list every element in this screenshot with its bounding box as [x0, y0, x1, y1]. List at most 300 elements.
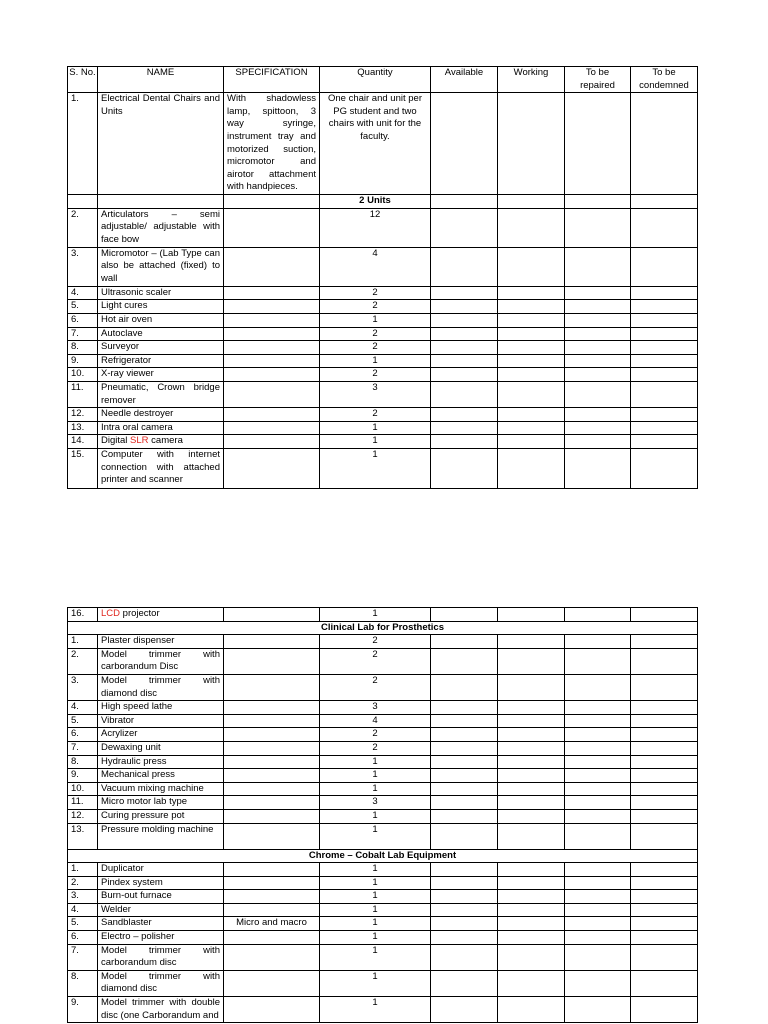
row-available	[431, 208, 498, 247]
table-row	[68, 648, 698, 674]
row-sno: 10.	[68, 782, 98, 796]
section-row	[68, 849, 698, 863]
row-available	[431, 701, 498, 715]
row-name: Model trimmer with diamond disc	[98, 970, 224, 996]
row-working	[498, 408, 565, 422]
row-quantity: 2	[320, 341, 431, 355]
row-working	[498, 917, 565, 931]
row-working	[498, 648, 565, 674]
row-to-be-condemned	[631, 701, 698, 715]
row-name: Acrylizer	[98, 728, 224, 742]
row-to-be-condemned	[631, 876, 698, 890]
row-name: Electro – polisher	[98, 931, 224, 945]
row-sno: 9.	[68, 769, 98, 783]
row-available	[431, 728, 498, 742]
row-to-be-repaired	[565, 741, 631, 755]
row-quantity: 1	[320, 903, 431, 917]
row-name: Electrical Dental Chairs and Units	[98, 93, 224, 195]
row-specification	[224, 809, 320, 823]
row-to-be-repaired	[565, 755, 631, 769]
row-to-be-repaired	[565, 903, 631, 917]
row-quantity: 1	[320, 608, 431, 622]
row-available	[431, 970, 498, 996]
row-to-be-condemned	[631, 635, 698, 649]
row-specification	[224, 354, 320, 368]
row-to-be-repaired	[565, 408, 631, 422]
table-row	[68, 313, 698, 327]
row-sno: 7.	[68, 944, 98, 970]
row-name: High speed lathe	[98, 701, 224, 715]
row-quantity: 2	[320, 286, 431, 300]
row-available	[431, 755, 498, 769]
row-name: Model trimmer with carborandum Disc	[98, 648, 224, 674]
table-row	[68, 823, 698, 849]
row-available	[431, 769, 498, 783]
row-working	[498, 354, 565, 368]
row-to-be-repaired	[565, 997, 631, 1023]
row-to-be-repaired	[565, 368, 631, 382]
row-to-be-condemned	[631, 944, 698, 970]
row-to-be-repaired	[565, 782, 631, 796]
row-name: Pindex system	[98, 876, 224, 890]
row-sno: 9.	[68, 354, 98, 368]
row-working	[498, 247, 565, 286]
row-working	[498, 674, 565, 700]
row-to-be-condemned	[631, 741, 698, 755]
row-to-be-condemned	[631, 782, 698, 796]
row-available	[431, 93, 498, 195]
row-specification	[224, 944, 320, 970]
row-working	[498, 823, 565, 849]
row-working	[498, 381, 565, 407]
table-row	[68, 944, 698, 970]
table-row	[68, 354, 698, 368]
row-working	[498, 769, 565, 783]
row-specification	[224, 728, 320, 742]
row-to-be-repaired	[565, 286, 631, 300]
row-specification	[224, 714, 320, 728]
header-to-be-repaired: To be repaired	[565, 67, 631, 93]
row-sno: 1.	[68, 863, 98, 877]
table-row	[68, 755, 698, 769]
row-to-be-condemned	[631, 970, 698, 996]
row-quantity: 2	[320, 327, 431, 341]
row-working	[498, 755, 565, 769]
row-quantity: 1	[320, 354, 431, 368]
row-to-be-repaired	[565, 970, 631, 996]
table-row	[68, 381, 698, 407]
row-available	[431, 714, 498, 728]
row-quantity: 2	[320, 635, 431, 649]
row-sno: 6.	[68, 313, 98, 327]
row-to-be-condemned	[631, 728, 698, 742]
row-sno: 4.	[68, 286, 98, 300]
row-working	[498, 327, 565, 341]
row-available	[431, 903, 498, 917]
row-working	[498, 741, 565, 755]
row-working	[498, 728, 565, 742]
table-row	[68, 782, 698, 796]
table-row	[68, 931, 698, 945]
section-title-prosthetics: Clinical Lab for Prosthetics	[68, 621, 698, 635]
row-available	[431, 381, 498, 407]
row-specification	[224, 997, 320, 1023]
row-sno: 2.	[68, 648, 98, 674]
row-name: Model trimmer with carborandum disc	[98, 944, 224, 970]
row-specification	[224, 247, 320, 286]
row-working	[498, 782, 565, 796]
row-quantity: 1	[320, 421, 431, 435]
row-to-be-repaired	[565, 635, 631, 649]
row-sno: 1.	[68, 635, 98, 649]
row-quantity: 2	[320, 728, 431, 742]
row-to-be-condemned	[631, 769, 698, 783]
row-specification	[224, 313, 320, 327]
row-name: Vibrator	[98, 714, 224, 728]
row-available	[431, 247, 498, 286]
row-quantity: 1	[320, 448, 431, 488]
row-name: Model trimmer with double disc (one Carborandum and	[98, 997, 224, 1023]
row-available	[431, 674, 498, 700]
row-available	[431, 931, 498, 945]
row-working	[498, 809, 565, 823]
row-name: Articulators – semi adjustable/ adjustable with face bow	[98, 208, 224, 247]
row-working	[498, 286, 565, 300]
table-row	[68, 608, 698, 622]
row-name-suffix: camera	[148, 435, 183, 447]
row-specification: With shadowless lamp, spittoon, 3 way syringe, instrument tray and motorized suction, micromotor and airotor attachment with handpieces.	[224, 93, 320, 195]
row-working	[498, 701, 565, 715]
row-to-be-repaired	[565, 917, 631, 931]
row-specification	[224, 876, 320, 890]
row-name: Pressure molding machine	[98, 823, 224, 849]
row-available	[431, 741, 498, 755]
row-working	[498, 300, 565, 314]
header-name: NAME	[98, 67, 224, 93]
row-sno: 16.	[68, 608, 98, 622]
row-to-be-condemned	[631, 208, 698, 247]
row-quantity: 1	[320, 917, 431, 931]
row-specification	[224, 327, 320, 341]
row-sno: 10.	[68, 368, 98, 382]
row-name: Computer with internet connection with attached printer and scanner	[98, 448, 224, 488]
row-quantity: 1	[320, 890, 431, 904]
row-quantity: 2	[320, 648, 431, 674]
row-name: Vacuum mixing machine	[98, 782, 224, 796]
row-specification	[224, 970, 320, 996]
row-quantity: 4	[320, 247, 431, 286]
header-working: Working	[498, 67, 565, 93]
row-available	[431, 876, 498, 890]
row-name: Sandblaster	[98, 917, 224, 931]
row-to-be-repaired	[565, 247, 631, 286]
row-available	[431, 635, 498, 649]
header-specification: SPECIFICATION	[224, 67, 320, 93]
header-available: Available	[431, 67, 498, 93]
row-to-be-condemned	[631, 931, 698, 945]
row-to-be-condemned	[631, 327, 698, 341]
row-to-be-repaired	[565, 208, 631, 247]
row-quantity: 1	[320, 997, 431, 1023]
row-sno: 13.	[68, 421, 98, 435]
row-specification	[224, 300, 320, 314]
row-working	[498, 997, 565, 1023]
row-to-be-condemned	[631, 997, 698, 1023]
row-specification	[224, 286, 320, 300]
row-specification	[224, 208, 320, 247]
row-available	[431, 944, 498, 970]
row-to-be-repaired	[565, 863, 631, 877]
table-row	[68, 368, 698, 382]
row-specification	[224, 421, 320, 435]
row-name: Model trimmer with diamond disc	[98, 674, 224, 700]
row-specification	[224, 903, 320, 917]
row-to-be-repaired	[565, 769, 631, 783]
row-name: Curing pressure pot	[98, 809, 224, 823]
row-name-highlight: LCD	[101, 608, 121, 619]
row-to-be-condemned	[631, 408, 698, 422]
row-to-be-condemned	[631, 354, 698, 368]
table-row	[68, 635, 698, 649]
row-sno: 15.	[68, 448, 98, 488]
row-to-be-condemned	[631, 714, 698, 728]
row-quantity: 2	[320, 674, 431, 700]
row-working	[498, 944, 565, 970]
table-row	[68, 208, 698, 247]
row-sno: 5.	[68, 714, 98, 728]
row-working	[498, 313, 565, 327]
row-to-be-repaired	[565, 381, 631, 407]
row-name: X-ray viewer	[98, 368, 224, 382]
row-specification	[224, 674, 320, 700]
row-to-be-condemned	[631, 341, 698, 355]
section-title-chrome-cobalt: Chrome – Cobalt Lab Equipment	[68, 849, 698, 863]
row-quantity: 1	[320, 755, 431, 769]
row-to-be-repaired	[565, 823, 631, 849]
table-row	[68, 997, 698, 1023]
table-row	[68, 863, 698, 877]
row-quantity: 1	[320, 863, 431, 877]
row-specification	[224, 381, 320, 407]
table-row	[68, 408, 698, 422]
row-quantity: 3	[320, 796, 431, 810]
table-row	[68, 741, 698, 755]
row-available	[431, 300, 498, 314]
table-row	[68, 327, 698, 341]
row-quantity: 1	[320, 823, 431, 849]
table-row	[68, 809, 698, 823]
row-quantity: 2	[320, 368, 431, 382]
row-sno: 13.	[68, 823, 98, 849]
row-available	[431, 648, 498, 674]
row-working	[498, 931, 565, 945]
row-sno: 4.	[68, 903, 98, 917]
row-sno: 3.	[68, 890, 98, 904]
row-specification	[224, 755, 320, 769]
row-sno: 12.	[68, 809, 98, 823]
row-name: Plaster dispenser	[98, 635, 224, 649]
row-specification: Micro and macro	[224, 917, 320, 931]
row-specification	[224, 341, 320, 355]
row-sno: 8.	[68, 970, 98, 996]
row-name: Micromotor – (Lab Type can also be attached (fixed) to wall	[98, 247, 224, 286]
table-row	[68, 728, 698, 742]
table-row	[68, 448, 698, 488]
row-available	[431, 286, 498, 300]
row-available	[431, 917, 498, 931]
row-specification	[224, 863, 320, 877]
row-to-be-condemned	[631, 796, 698, 810]
row-quantity: 4	[320, 714, 431, 728]
row-to-be-repaired	[565, 648, 631, 674]
row-quantity: 1	[320, 931, 431, 945]
row-sno: 3.	[68, 247, 98, 286]
row-available	[431, 796, 498, 810]
row-name: Hot air oven	[98, 313, 224, 327]
row-to-be-condemned	[631, 286, 698, 300]
row-quantity: 1	[320, 944, 431, 970]
row-name: Intra oral camera	[98, 421, 224, 435]
row-working	[498, 208, 565, 247]
row-name: Ultrasonic scaler	[98, 286, 224, 300]
table-row	[68, 286, 698, 300]
row-sno: 5.	[68, 300, 98, 314]
row-name: Welder	[98, 903, 224, 917]
row-working	[498, 863, 565, 877]
row-name	[98, 608, 224, 622]
row-quantity: 2	[320, 408, 431, 422]
row-to-be-repaired	[565, 714, 631, 728]
equipment-table-2	[67, 607, 698, 1023]
row-name: Surveyor	[98, 341, 224, 355]
row-available	[431, 354, 498, 368]
table-row	[68, 247, 698, 286]
row-available	[431, 823, 498, 849]
row-available	[431, 863, 498, 877]
row-sno: 9.	[68, 997, 98, 1023]
row-to-be-repaired	[565, 701, 631, 715]
row-specification	[224, 741, 320, 755]
row-to-be-condemned	[631, 890, 698, 904]
row-to-be-condemned	[631, 809, 698, 823]
row-to-be-condemned	[631, 368, 698, 382]
table-row	[68, 890, 698, 904]
row-name	[98, 435, 224, 449]
row-sno: 11.	[68, 381, 98, 407]
row-to-be-repaired	[565, 931, 631, 945]
row-to-be-condemned	[631, 903, 698, 917]
row-sno: 11.	[68, 796, 98, 810]
row-sno: 1.	[68, 93, 98, 195]
row-to-be-condemned	[631, 421, 698, 435]
row-sno: 4.	[68, 701, 98, 715]
row-working	[498, 890, 565, 904]
header-quantity: Quantity	[320, 67, 431, 93]
row-to-be-condemned	[631, 863, 698, 877]
table-row	[68, 701, 698, 715]
row-name: Micro motor lab type	[98, 796, 224, 810]
row-quantity: 1	[320, 876, 431, 890]
row-name: Duplicator	[98, 863, 224, 877]
row-sno: 2.	[68, 876, 98, 890]
row-to-be-repaired	[565, 944, 631, 970]
row-to-be-repaired	[565, 327, 631, 341]
row-specification	[224, 890, 320, 904]
row-working	[498, 341, 565, 355]
row-working	[498, 368, 565, 382]
row-name: Refrigerator	[98, 354, 224, 368]
row-to-be-repaired	[565, 300, 631, 314]
row-quantity: 1	[320, 769, 431, 783]
row-available	[431, 368, 498, 382]
row-sno: 6.	[68, 728, 98, 742]
row-to-be-condemned	[631, 381, 698, 407]
row-specification	[224, 635, 320, 649]
header-to-be-condemned: To be condemned	[631, 67, 698, 93]
row-quantity: One chair and unit per PG student and two chairs with unit for the faculty.	[320, 93, 431, 195]
table-row	[68, 876, 698, 890]
table-row	[68, 903, 698, 917]
row-available	[431, 782, 498, 796]
row-specification	[224, 701, 320, 715]
row-working	[498, 970, 565, 996]
row-to-be-repaired	[565, 809, 631, 823]
units-label: 2 Units	[320, 195, 431, 209]
row-working	[498, 635, 565, 649]
row-working	[498, 876, 565, 890]
row-sno: 7.	[68, 741, 98, 755]
row-sno: 12.	[68, 408, 98, 422]
row-to-be-repaired	[565, 876, 631, 890]
row-to-be-repaired	[565, 796, 631, 810]
row-quantity: 1	[320, 435, 431, 449]
row-name: Dewaxing unit	[98, 741, 224, 755]
row-to-be-condemned	[631, 823, 698, 849]
row-specification	[224, 408, 320, 422]
row-to-be-repaired	[565, 313, 631, 327]
row-name-highlight: SLR	[130, 435, 149, 447]
row-name: Autoclave	[98, 327, 224, 341]
equipment-table-1	[67, 66, 698, 489]
row-name: Needle destroyer	[98, 408, 224, 422]
row-name-prefix: Digital	[101, 435, 131, 447]
row-sno: 3.	[68, 674, 98, 700]
row-quantity: 3	[320, 701, 431, 715]
row-to-be-repaired	[565, 421, 631, 435]
row-quantity: 1	[320, 809, 431, 823]
row-specification	[224, 368, 320, 382]
row-quantity: 2	[320, 300, 431, 314]
row-to-be-condemned	[631, 648, 698, 674]
row-to-be-condemned	[631, 93, 698, 195]
row-to-be-condemned	[631, 300, 698, 314]
units-row	[68, 195, 698, 209]
row-working	[498, 903, 565, 917]
row-available	[431, 341, 498, 355]
row-name: Pneumatic, Crown bridge remover	[98, 381, 224, 407]
table-row	[68, 796, 698, 810]
row-name: Hydraulic press	[98, 755, 224, 769]
row-quantity: 2	[320, 741, 431, 755]
row-working	[498, 421, 565, 435]
row-name: Light cures	[98, 300, 224, 314]
row-name: Mechanical press	[98, 769, 224, 783]
row-to-be-repaired	[565, 354, 631, 368]
row-name: Burn-out furnace	[98, 890, 224, 904]
row-quantity: 1	[320, 313, 431, 327]
row-to-be-condemned	[631, 674, 698, 700]
table-row	[68, 917, 698, 931]
